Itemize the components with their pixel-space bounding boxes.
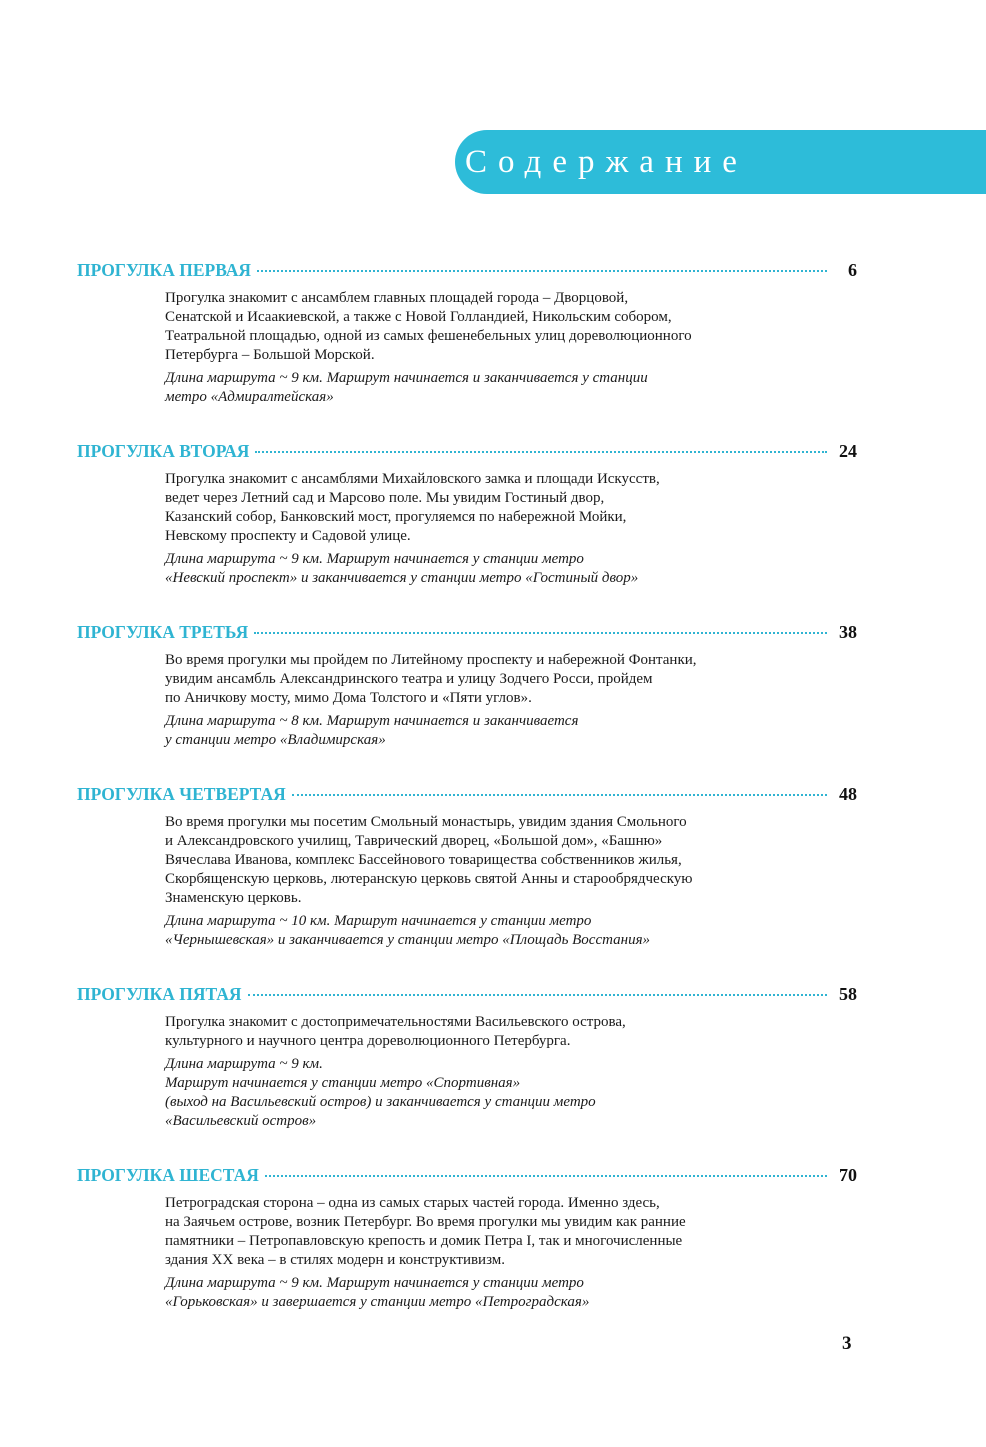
route-info-line: Длина маршрута ~ 9 км. Маршрут начинается у станции метро xyxy=(165,551,584,567)
description-line: Во время прогулки мы пройдем по Литейному проспекту и набережной Фонтанки, xyxy=(165,652,697,668)
page-number: 3 xyxy=(842,1333,852,1354)
route-info-line: «Васильевский остров» xyxy=(165,1113,317,1129)
description-line: Петербурга – Большой Морской. xyxy=(165,347,375,363)
description-line: Прогулка знакомит с ансамблями Михайловского замка и площади Искусств, xyxy=(165,471,660,487)
route-info-line: Длина маршрута ~ 9 км. Маршрут начинается и заканчивается у станции xyxy=(165,370,648,386)
route-info xyxy=(165,712,845,750)
route-info xyxy=(165,912,845,950)
description-line: на Заячьем острове, возник Петербург. Во время прогулки мы увидим как ранние xyxy=(165,1214,686,1230)
route-info-line: Длина маршрута ~ 10 км. Маршрут начинается у станции метро xyxy=(165,913,592,929)
description-line: памятники – Петропавловскую крепость и домик Петра I, так и многочисленные xyxy=(165,1233,683,1249)
toc-entry-body xyxy=(165,470,845,588)
route-info-line: «Горьковская» и завершается у станции метро «Петроградская» xyxy=(165,1294,590,1310)
page-title: Содержание xyxy=(465,144,748,180)
route-info-line: Длина маршрута ~ 9 км. Маршрут начинается у станции метро xyxy=(165,1275,584,1291)
description-line: Сенатской и Исаакиевской, а также с Новой Голландией, Никольским собором, xyxy=(165,309,672,325)
description-line: Скорбященскую церковь, лютеранскую церковь святой Анны и старообрядческую xyxy=(165,871,693,887)
route-info-line: «Чернышевская» и заканчивается у станции метро «Площадь Восстания» xyxy=(165,932,651,948)
toc-entry-title[interactable]: ПРОГУЛКА ВТОРАЯ xyxy=(77,441,250,461)
dot-leader xyxy=(292,794,827,796)
route-description xyxy=(165,470,845,546)
description-line: здания XX века – в стилях модерн и конструктивизм. xyxy=(165,1252,506,1268)
route-description xyxy=(165,1013,845,1051)
toc-entry-title[interactable]: ПРОГУЛКА ШЕСТАЯ xyxy=(77,1165,259,1185)
route-description xyxy=(165,1194,845,1270)
route-info-line: Длина маршрута ~ 8 км. Маршрут начинается и заканчивается xyxy=(165,713,579,729)
description-line: ведет через Летний сад и Марсово поле. Мы увидим Гостиный двор, xyxy=(165,490,605,506)
description-line: Знаменскую церковь. xyxy=(165,890,302,906)
description-line: Казанский собор, Банковский мост, прогуляемся по набережной Мойки, xyxy=(165,509,627,525)
route-info-line: «Невский проспект» и заканчивается у станции метро «Гостиный двор» xyxy=(165,570,639,586)
contents-header-banner xyxy=(455,130,986,194)
route-description xyxy=(165,651,845,708)
toc-entry-title[interactable]: ПРОГУЛКА ПЕРВАЯ xyxy=(77,260,252,280)
table-of-contents xyxy=(77,260,857,1346)
toc-entry-heading[interactable] xyxy=(77,622,857,646)
route-info xyxy=(165,1055,845,1131)
route-info-line: Длина маршрута ~ 9 км. xyxy=(165,1056,323,1072)
dot-leader xyxy=(257,270,827,272)
toc-entry-page-number[interactable]: 48 xyxy=(839,784,857,804)
toc-entry-page-number[interactable]: 70 xyxy=(839,1165,857,1185)
description-line: Петроградская сторона – одна из самых старых частей города. Именно здесь, xyxy=(165,1195,660,1211)
description-line: и Александровского училищ, Таврический дворец, «Большой дом», «Башню» xyxy=(165,833,663,849)
toc-entry xyxy=(77,260,857,407)
route-description xyxy=(165,289,845,365)
toc-entry-page-number[interactable]: 38 xyxy=(839,622,857,642)
description-line: Невскому проспекту и Садовой улице. xyxy=(165,528,411,544)
description-line: Прогулка знакомит с достопримечательностями Васильевского острова, xyxy=(165,1014,626,1030)
toc-entry xyxy=(77,622,857,750)
toc-entry xyxy=(77,784,857,950)
toc-entry xyxy=(77,1165,857,1312)
toc-entry-heading[interactable] xyxy=(77,984,857,1008)
description-line: по Аничкову мосту, мимо Дома Толстого и «Пяти углов». xyxy=(165,690,532,706)
toc-entry-body xyxy=(165,289,845,407)
toc-entry-page-number[interactable]: 24 xyxy=(839,441,857,461)
dot-leader xyxy=(255,451,827,453)
toc-entry-page-number[interactable]: 58 xyxy=(839,984,857,1004)
toc-entry-heading[interactable] xyxy=(77,441,857,465)
route-info xyxy=(165,369,845,407)
route-info-line: (выход на Васильевский остров) и заканчивается у станции метро xyxy=(165,1094,596,1110)
description-line: культурного и научного центра дореволюционного Петербурга. xyxy=(165,1033,571,1049)
toc-entry xyxy=(77,441,857,588)
toc-entry-title[interactable]: ПРОГУЛКА ЧЕТВЕРТАЯ xyxy=(77,784,286,804)
toc-entry-body xyxy=(165,1194,845,1312)
route-info-line: Маршрут начинается у станции метро «Спортивная» xyxy=(165,1075,521,1091)
dot-leader xyxy=(254,632,827,634)
route-info-line: метро «Адмиралтейская» xyxy=(165,389,334,405)
description-line: увидим ансамбль Александринского театра и улицу Зодчего Росси, пройдем xyxy=(165,671,653,687)
toc-entry-heading[interactable] xyxy=(77,784,857,808)
description-line: Театральной площадью, одной из самых фешенебельных улиц дореволюционного xyxy=(165,328,692,344)
route-info xyxy=(165,550,845,588)
route-description xyxy=(165,813,845,908)
toc-entry-title[interactable]: ПРОГУЛКА ПЯТАЯ xyxy=(77,984,242,1004)
toc-entry-heading[interactable] xyxy=(77,260,857,284)
toc-entry-title[interactable]: ПРОГУЛКА ТРЕТЬЯ xyxy=(77,622,249,642)
toc-entry-body xyxy=(165,651,845,750)
toc-entry-body xyxy=(165,1013,845,1131)
toc-entry-page-number[interactable]: 6 xyxy=(848,260,857,280)
route-info-line: у станции метро «Владимирская» xyxy=(165,732,386,748)
toc-entry-body xyxy=(165,813,845,950)
description-line: Вячеслава Иванова, комплекс Бассейнового товарищества собственников жилья, xyxy=(165,852,682,868)
dot-leader xyxy=(265,1175,827,1177)
description-line: Прогулка знакомит с ансамблем главных площадей города – Дворцовой, xyxy=(165,290,629,306)
dot-leader xyxy=(248,994,827,996)
description-line: Во время прогулки мы посетим Смольный монастырь, увидим здания Смольного xyxy=(165,814,687,830)
route-info xyxy=(165,1274,845,1312)
toc-entry xyxy=(77,984,857,1131)
toc-entry-heading[interactable] xyxy=(77,1165,857,1189)
